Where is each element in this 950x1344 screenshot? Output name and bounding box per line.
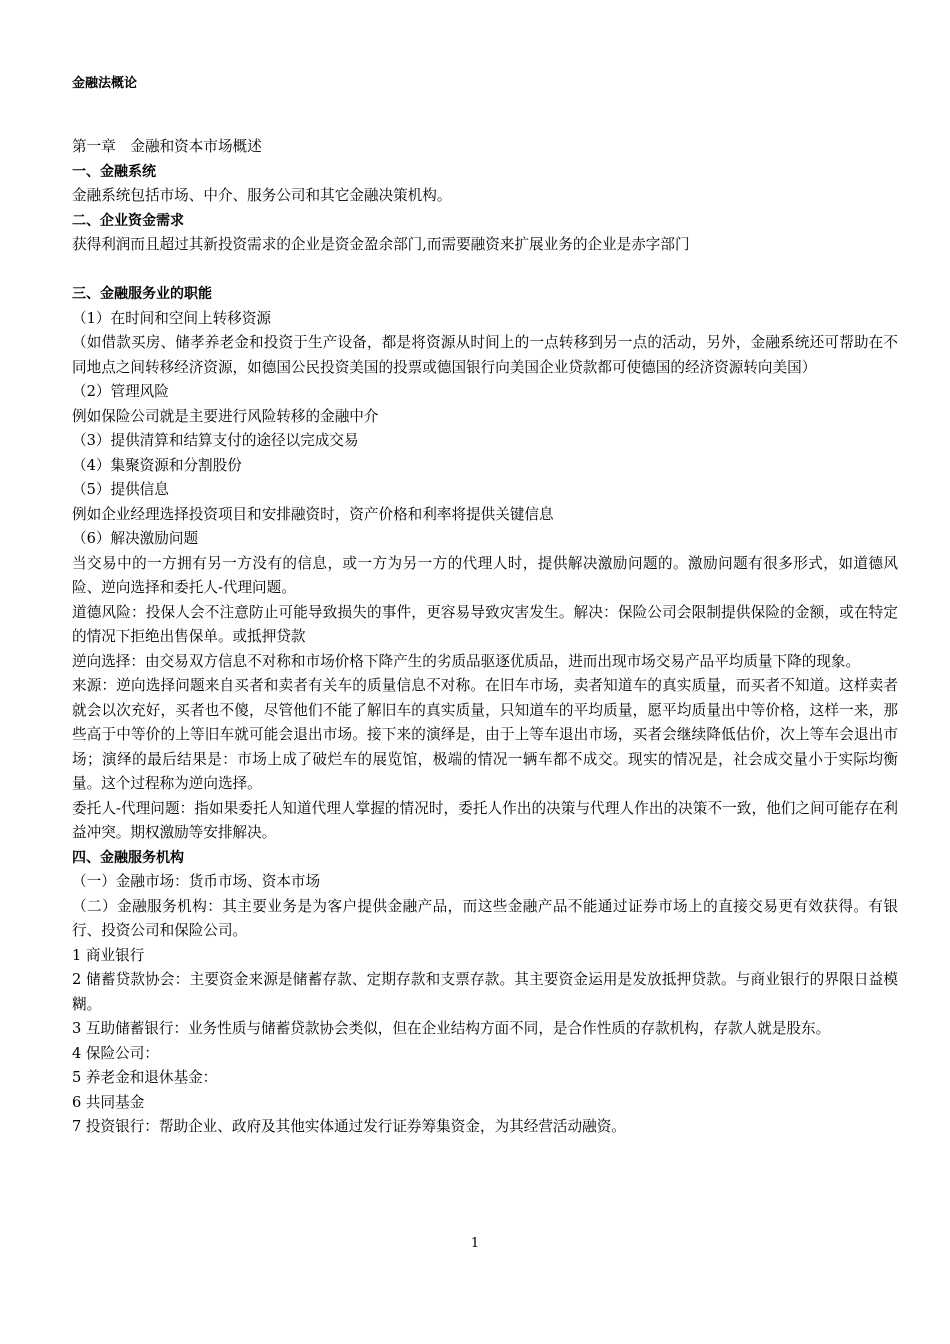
list-item: 4 保险公司： [72, 1044, 159, 1062]
section-heading-2: 二、企业资金需求 [72, 212, 184, 229]
list-item: 5 养老金和退休基金： [72, 1069, 218, 1086]
section-heading-4: 四、金融服务机构 [72, 849, 184, 866]
paragraph: （3）提供清算和结算支付的途径以完成交易 [72, 432, 359, 449]
paragraph: （一）金融市场：货币市场、资本市场 [72, 873, 321, 890]
document-title: 金融法概论 [72, 76, 138, 91]
paragraph: 获得利润而且超过其新投资需求的企业是资金盈余部门,而需要融资来扩展业务的企业是赤字部门 [72, 236, 690, 253]
paragraph: （如借款买房、储孝养老金和投资于生产设备，都是将资源从时间上的一点转移到另一点的活动，另外，金融系统还可帮助在不同地点之间转移经济资源，如德国公民投资美国的投票或德国银行向美国企业贷款都可使德国的经济资源转向美国） [72, 334, 898, 376]
paragraph: （二）金融服务机构：其主要业务是为客户提供金融产品，而这些金融产品不能通过证券市场上的直接交易更有效获得。有银行、投资公司和保险公司。 [72, 897, 898, 939]
paragraph: 来源：逆向选择问题来自买者和卖者有关车的质量信息不对称。在旧车市场，卖者知道车的真实质量，而买者不知道。这样卖者就会以次充好，买者也不傻，尽管他们不能了解旧车的真实质量，只知道车的平均质量，愿平均质量出中等价格，这样一来，那些高于中等价的上等旧车就可能会退出市场。接下来的演绎是，由于上等车退出市场，买者会继续降低估价，次上等车会退出市场；演绎的最后结果是：市场上成了破烂车的展览馆，极端的情况一辆车都不成交。现实的情况是，社会成交量小于实际均衡量。这个过程称为逆向选择。 [72, 677, 898, 792]
paragraph: 逆向选择：由交易双方信息不对称和市场价格下降产生的劣质品驱逐优质品，进而出现市场交易产品平均质量下降的现象。 [72, 652, 861, 670]
paragraph: （5）提供信息 [72, 481, 169, 498]
paragraph: 道德风险：投保人会不注意防止可能导致损失的事件，更容易导致灾害发生。解决：保险公司会限制提供保险的金额，或在特定的情况下拒绝出售保单。或抵押贷款 [72, 603, 898, 645]
page-number: 1 [470, 1236, 480, 1251]
paragraph: 委托人-代理问题：指如果委托人知道代理人掌握的情况时，委托人作出的决策与代理人作出的决策不一致，他们之间可能存在利益冲突。期权激励等安排解决。 [72, 799, 898, 841]
list-item: 7 投资银行：帮助企业、政府及其他实体通过发行证券筹集资金，为其经营活动融资。 [72, 1118, 626, 1135]
paragraph: （6）解决激励问题 [72, 530, 199, 547]
list-item: 6 共同基金 [72, 1093, 145, 1111]
section-heading-1: 一、金融系统 [72, 163, 156, 180]
paragraph: 例如企业经理选择投资项目和安排融资时，资产价格和利率将提供关键信息 [72, 505, 554, 523]
chapter-heading: 第一章 金融和资本市场概述 [72, 138, 262, 155]
paragraph: （4）集聚资源和分割股份 [72, 456, 242, 474]
list-item: 2 储蓄贷款协会：主要资金来源是储蓄存款、定期存款和支票存款。其主要资金运用是发放抵押贷款。与商业银行的界限日益模糊。 [72, 971, 898, 1013]
document-body [72, 135, 898, 1140]
list-item: 3 互助储蓄银行：业务性质与储蓄贷款协会类似，但在企业结构方面不同，是合作性质的存款机构，存款人就是股东。 [72, 1020, 831, 1037]
list-item: 1 商业银行 [72, 946, 145, 964]
paragraph: 当交易中的一方拥有另一方没有的信息，或一方为另一方的代理人时，提供解决激励问题的。激励问题有很多形式，如道德风险、逆向选择和委托人-代理问题。 [72, 554, 898, 596]
section-heading-3: 三、金融服务业的职能 [72, 286, 212, 302]
blank-line [72, 258, 898, 283]
paragraph: 例如保险公司就是主要进行风险转移的金融中介 [72, 407, 379, 425]
paragraph: （1）在时间和空间上转移资源 [72, 309, 272, 327]
paragraph: 金融系统包括市场、中介、服务公司和其它金融决策机构。 [72, 187, 452, 204]
paragraph: （2）管理风险 [72, 383, 169, 400]
